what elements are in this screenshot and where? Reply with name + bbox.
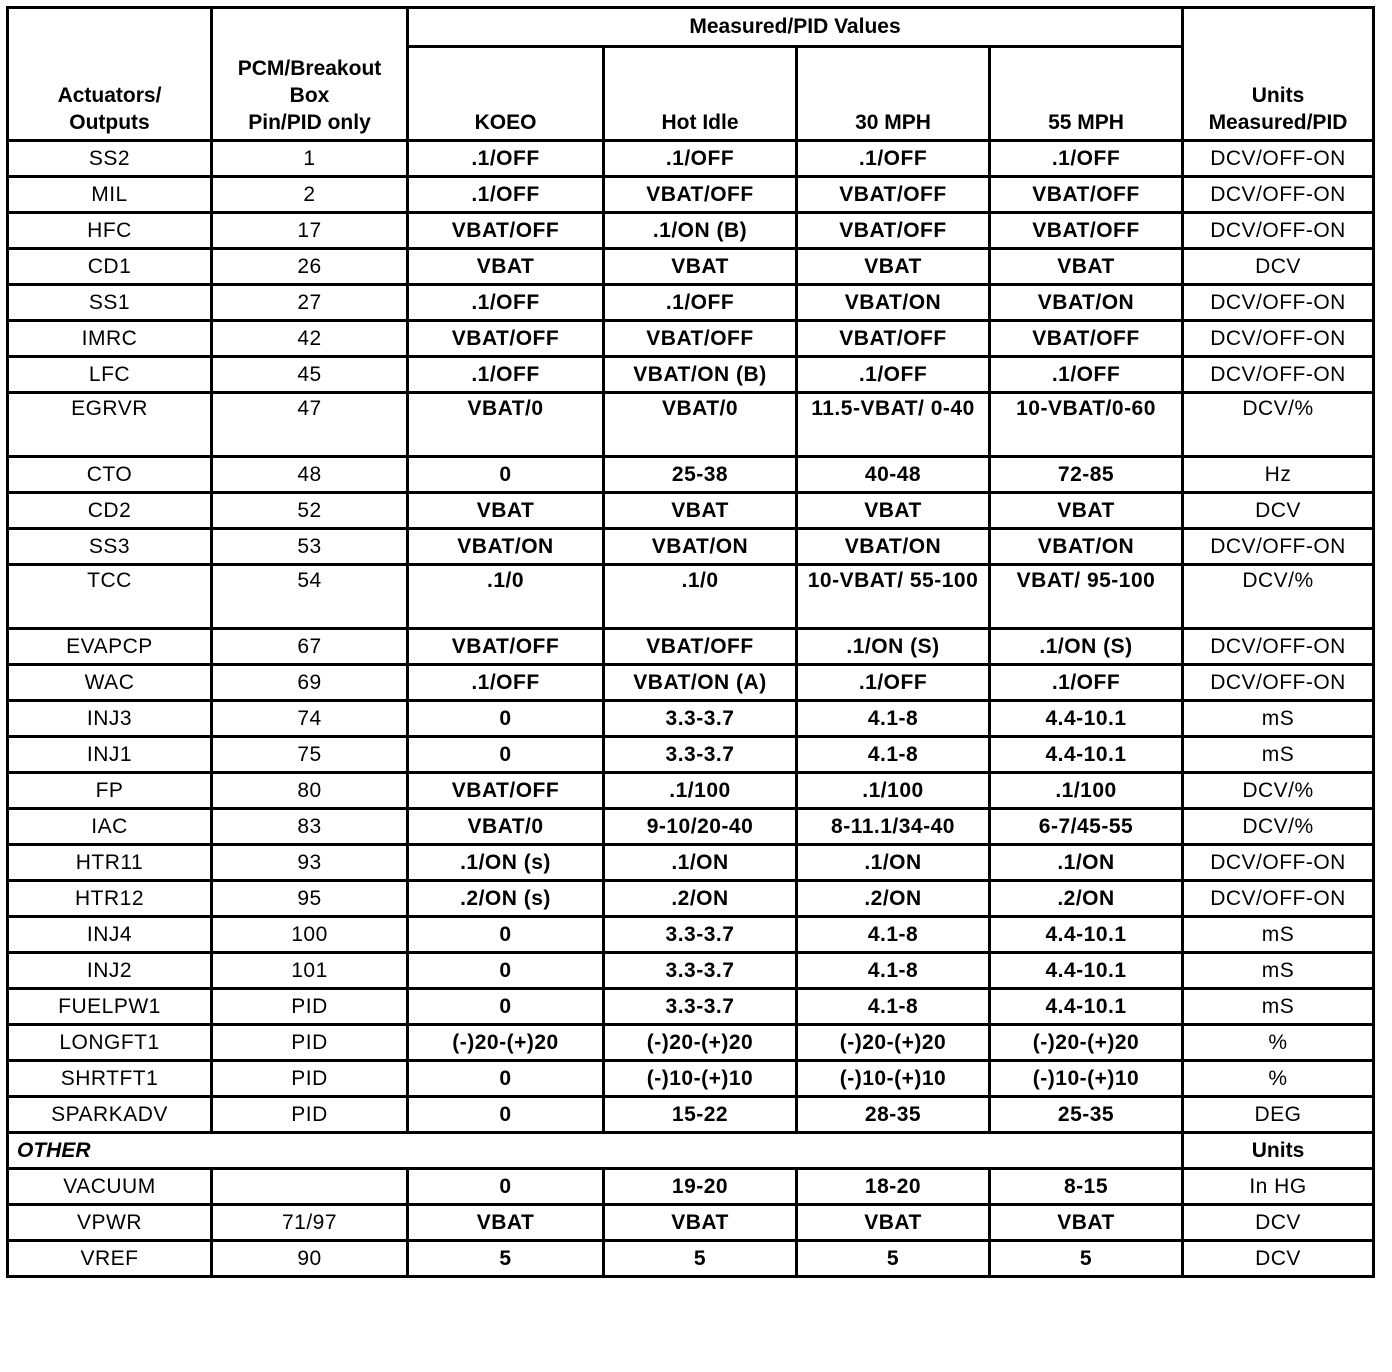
cell-units: DCV/OFF-ON <box>1183 529 1374 565</box>
cell-30mph: 4.1-8 <box>797 989 990 1025</box>
cell-koeo: 0 <box>408 1169 604 1205</box>
cell-30mph: 11.5-VBAT/ 0-40 <box>797 393 990 457</box>
cell-55mph: VBAT/OFF <box>990 213 1183 249</box>
header-units-line2: Measured/PID <box>1208 111 1348 134</box>
cell-hot-idle: VBAT <box>604 493 797 529</box>
cell-actuator: HFC <box>8 213 212 249</box>
table-row <box>8 529 1374 565</box>
other-label: OTHER <box>8 1133 1183 1169</box>
cell-hot-idle: VBAT/OFF <box>604 321 797 357</box>
cell-units: DCV/% <box>1183 565 1374 629</box>
cell-actuator: FUELPW1 <box>8 989 212 1025</box>
cell-pin: 101 <box>212 953 408 989</box>
cell-units: DCV/OFF-ON <box>1183 321 1374 357</box>
cell-actuator: FP <box>8 773 212 809</box>
cell-koeo: VBAT/0 <box>408 809 604 845</box>
cell-actuator: CD2 <box>8 493 212 529</box>
cell-units: DCV/OFF-ON <box>1183 213 1374 249</box>
table-row <box>8 1061 1374 1097</box>
cell-pin: 53 <box>212 529 408 565</box>
cell-hot-idle: 3.3-3.7 <box>604 989 797 1025</box>
cell-units: DCV/% <box>1183 809 1374 845</box>
cell-hot-idle: 25-38 <box>604 457 797 493</box>
cell-55mph: (-)20-(+)20 <box>990 1025 1183 1061</box>
cell-koeo: 0 <box>408 953 604 989</box>
cell-koeo: 5 <box>408 1241 604 1277</box>
cell-koeo: 0 <box>408 1061 604 1097</box>
cell-actuator: HTR11 <box>8 845 212 881</box>
cell-55mph: 4.4-10.1 <box>990 917 1183 953</box>
table-row <box>8 665 1374 701</box>
cell-30mph: (-)10-(+)10 <box>797 1061 990 1097</box>
cell-koeo: .1/OFF <box>408 665 604 701</box>
cell-55mph: 10-VBAT/0-60 <box>990 393 1183 457</box>
cell-55mph: VBAT/OFF <box>990 177 1183 213</box>
cell-koeo: VBAT <box>408 1205 604 1241</box>
cell-55mph: VBAT/OFF <box>990 321 1183 357</box>
cell-30mph: VBAT <box>797 493 990 529</box>
cell-hot-idle: .1/ON <box>604 845 797 881</box>
cell-55mph: .2/ON <box>990 881 1183 917</box>
header-pcm-breakout <box>212 8 408 141</box>
cell-actuator: TCC <box>8 565 212 629</box>
cell-koeo: 0 <box>408 737 604 773</box>
cell-55mph: 6-7/45-55 <box>990 809 1183 845</box>
table-row <box>8 701 1374 737</box>
cell-55mph: VBAT <box>990 1205 1183 1241</box>
cell-30mph: VBAT/OFF <box>797 321 990 357</box>
table-row <box>8 1097 1374 1133</box>
cell-pin: 42 <box>212 321 408 357</box>
header-actuators-line1: Actuators/ <box>57 84 162 107</box>
table-row <box>8 177 1374 213</box>
cell-30mph: .2/ON <box>797 881 990 917</box>
cell-units: DCV/OFF-ON <box>1183 177 1374 213</box>
table-row <box>8 493 1374 529</box>
table-body <box>8 141 1374 1133</box>
cell-pin: 93 <box>212 845 408 881</box>
cell-pin: 69 <box>212 665 408 701</box>
cell-pin: PID <box>212 1025 408 1061</box>
cell-koeo: VBAT/OFF <box>408 773 604 809</box>
cell-koeo: .1/OFF <box>408 141 604 177</box>
cell-actuator: VPWR <box>8 1205 212 1241</box>
cell-hot-idle: VBAT/ON <box>604 529 797 565</box>
table-row <box>8 321 1374 357</box>
cell-55mph: VBAT/ON <box>990 285 1183 321</box>
cell-pin: 95 <box>212 881 408 917</box>
cell-55mph: VBAT <box>990 493 1183 529</box>
table-row <box>8 285 1374 321</box>
cell-55mph: .1/OFF <box>990 665 1183 701</box>
cell-actuator: SS1 <box>8 285 212 321</box>
cell-hot-idle: 3.3-3.7 <box>604 701 797 737</box>
cell-units: DCV/OFF-ON <box>1183 665 1374 701</box>
cell-pin: 54 <box>212 565 408 629</box>
cell-pin: 74 <box>212 701 408 737</box>
cell-actuator: LFC <box>8 357 212 393</box>
cell-30mph: 4.1-8 <box>797 953 990 989</box>
other-units-label: Units <box>1183 1133 1374 1169</box>
cell-pin: 48 <box>212 457 408 493</box>
cell-30mph: VBAT/ON <box>797 529 990 565</box>
cell-55mph: 4.4-10.1 <box>990 701 1183 737</box>
other-header-row <box>8 1133 1374 1169</box>
header-55mph: 55 MPH <box>990 47 1183 141</box>
cell-30mph: .1/100 <box>797 773 990 809</box>
cell-koeo: VBAT/OFF <box>408 213 604 249</box>
cell-hot-idle: .1/100 <box>604 773 797 809</box>
cell-55mph: .1/ON (S) <box>990 629 1183 665</box>
cell-30mph: 18-20 <box>797 1169 990 1205</box>
cell-units: mS <box>1183 737 1374 773</box>
cell-pin: 27 <box>212 285 408 321</box>
cell-hot-idle: 3.3-3.7 <box>604 737 797 773</box>
cell-actuator: EGRVR <box>8 393 212 457</box>
cell-units: DCV/OFF-ON <box>1183 881 1374 917</box>
cell-hot-idle: VBAT <box>604 1205 797 1241</box>
header-koeo: KOEO <box>408 47 604 141</box>
cell-hot-idle: VBAT/OFF <box>604 629 797 665</box>
cell-koeo: 0 <box>408 457 604 493</box>
cell-30mph: 4.1-8 <box>797 917 990 953</box>
cell-30mph: 4.1-8 <box>797 701 990 737</box>
cell-actuator: SS3 <box>8 529 212 565</box>
header-actuators-outputs <box>8 8 212 141</box>
cell-30mph: 5 <box>797 1241 990 1277</box>
pid-values-table <box>6 6 1375 1278</box>
cell-koeo: VBAT/0 <box>408 393 604 457</box>
cell-koeo: VBAT <box>408 493 604 529</box>
header-pcm-line2: Box <box>289 84 330 107</box>
cell-actuator: VACUUM <box>8 1169 212 1205</box>
cell-pin: 17 <box>212 213 408 249</box>
cell-koeo: .1/OFF <box>408 357 604 393</box>
cell-koeo: .1/0 <box>408 565 604 629</box>
cell-units: mS <box>1183 917 1374 953</box>
cell-units: DCV <box>1183 249 1374 285</box>
header-measured-pid-values: Measured/PID Values <box>408 8 1183 47</box>
cell-30mph: 4.1-8 <box>797 737 990 773</box>
cell-units: DCV/OFF-ON <box>1183 357 1374 393</box>
cell-pin: 80 <box>212 773 408 809</box>
cell-55mph: 5 <box>990 1241 1183 1277</box>
cell-30mph: .1/OFF <box>797 357 990 393</box>
cell-actuator: CTO <box>8 457 212 493</box>
cell-hot-idle: 5 <box>604 1241 797 1277</box>
cell-hot-idle: VBAT/OFF <box>604 177 797 213</box>
cell-30mph: 28-35 <box>797 1097 990 1133</box>
table-row <box>8 809 1374 845</box>
cell-units: DCV <box>1183 1205 1374 1241</box>
cell-actuator: EVAPCP <box>8 629 212 665</box>
cell-actuator: LONGFT1 <box>8 1025 212 1061</box>
cell-hot-idle: 15-22 <box>604 1097 797 1133</box>
cell-pin: 1 <box>212 141 408 177</box>
table-row <box>8 1169 1374 1205</box>
cell-actuator: VREF <box>8 1241 212 1277</box>
cell-pin: 52 <box>212 493 408 529</box>
cell-30mph: 8-11.1/34-40 <box>797 809 990 845</box>
cell-pin: 100 <box>212 917 408 953</box>
cell-hot-idle: 3.3-3.7 <box>604 917 797 953</box>
cell-30mph: VBAT/OFF <box>797 213 990 249</box>
cell-units: DCV/% <box>1183 393 1374 457</box>
cell-koeo: .1/OFF <box>408 177 604 213</box>
cell-units: DCV/OFF-ON <box>1183 629 1374 665</box>
cell-55mph: 8-15 <box>990 1169 1183 1205</box>
cell-hot-idle: VBAT/ON (A) <box>604 665 797 701</box>
cell-30mph: .1/ON <box>797 845 990 881</box>
cell-units: mS <box>1183 953 1374 989</box>
cell-actuator: IMRC <box>8 321 212 357</box>
cell-actuator: WAC <box>8 665 212 701</box>
cell-actuator: HTR12 <box>8 881 212 917</box>
cell-hot-idle: .2/ON <box>604 881 797 917</box>
table-row <box>8 953 1374 989</box>
cell-pin: PID <box>212 989 408 1025</box>
table-row <box>8 773 1374 809</box>
table-row <box>8 213 1374 249</box>
table-row <box>8 1241 1374 1277</box>
cell-hot-idle: VBAT <box>604 249 797 285</box>
cell-55mph: .1/OFF <box>990 357 1183 393</box>
cell-55mph: 4.4-10.1 <box>990 737 1183 773</box>
cell-hot-idle: VBAT/ON (B) <box>604 357 797 393</box>
cell-units: DEG <box>1183 1097 1374 1133</box>
cell-pin: 83 <box>212 809 408 845</box>
table-row <box>8 917 1374 953</box>
cell-koeo: 0 <box>408 701 604 737</box>
cell-30mph: VBAT <box>797 249 990 285</box>
cell-koeo: VBAT/OFF <box>408 629 604 665</box>
cell-pin: PID <box>212 1061 408 1097</box>
cell-55mph: 25-35 <box>990 1097 1183 1133</box>
table-row <box>8 457 1374 493</box>
cell-30mph: 40-48 <box>797 457 990 493</box>
table-row <box>8 141 1374 177</box>
table-row <box>8 845 1374 881</box>
table-row <box>8 357 1374 393</box>
cell-koeo: VBAT/ON <box>408 529 604 565</box>
cell-pin: 75 <box>212 737 408 773</box>
cell-pin: 45 <box>212 357 408 393</box>
cell-pin <box>212 1169 408 1205</box>
table-row <box>8 565 1374 629</box>
cell-units: DCV <box>1183 493 1374 529</box>
table-row <box>8 881 1374 917</box>
pid-values-table-container <box>6 6 1375 1278</box>
cell-koeo: 0 <box>408 917 604 953</box>
cell-30mph: .1/OFF <box>797 665 990 701</box>
header-hot-idle: Hot Idle <box>604 47 797 141</box>
cell-55mph: 72-85 <box>990 457 1183 493</box>
cell-hot-idle: (-)10-(+)10 <box>604 1061 797 1097</box>
cell-units: DCV/OFF-ON <box>1183 141 1374 177</box>
cell-koeo: 0 <box>408 1097 604 1133</box>
header-actuators-line2: Outputs <box>69 111 150 134</box>
header-pcm-line1: PCM/Breakout <box>237 57 382 80</box>
cell-actuator: INJ1 <box>8 737 212 773</box>
cell-hot-idle: .1/OFF <box>604 285 797 321</box>
cell-units: In HG <box>1183 1169 1374 1205</box>
cell-hot-idle: .1/ON (B) <box>604 213 797 249</box>
table-row <box>8 1205 1374 1241</box>
table-row <box>8 629 1374 665</box>
cell-hot-idle: VBAT/0 <box>604 393 797 457</box>
cell-hot-idle: 3.3-3.7 <box>604 953 797 989</box>
cell-hot-idle: .1/OFF <box>604 141 797 177</box>
cell-actuator: IAC <box>8 809 212 845</box>
table-row <box>8 989 1374 1025</box>
cell-koeo: VBAT/OFF <box>408 321 604 357</box>
cell-pin: 2 <box>212 177 408 213</box>
cell-units: DCV/% <box>1183 773 1374 809</box>
cell-hot-idle: 19-20 <box>604 1169 797 1205</box>
cell-actuator: MIL <box>8 177 212 213</box>
cell-units: Hz <box>1183 457 1374 493</box>
cell-actuator: SPARKADV <box>8 1097 212 1133</box>
table-row <box>8 393 1374 457</box>
cell-units: DCV/OFF-ON <box>1183 285 1374 321</box>
cell-koeo: .2/ON (s) <box>408 881 604 917</box>
cell-koeo: (-)20-(+)20 <box>408 1025 604 1061</box>
cell-units: DCV/OFF-ON <box>1183 845 1374 881</box>
cell-units: mS <box>1183 989 1374 1025</box>
cell-hot-idle: .1/0 <box>604 565 797 629</box>
cell-actuator: SS2 <box>8 141 212 177</box>
cell-units: % <box>1183 1025 1374 1061</box>
cell-actuator: CD1 <box>8 249 212 285</box>
cell-55mph: VBAT <box>990 249 1183 285</box>
cell-hot-idle: (-)20-(+)20 <box>604 1025 797 1061</box>
cell-pin: PID <box>212 1097 408 1133</box>
cell-actuator: INJ4 <box>8 917 212 953</box>
cell-actuator: SHRTFT1 <box>8 1061 212 1097</box>
cell-55mph: VBAT/ 95-100 <box>990 565 1183 629</box>
cell-30mph: .1/OFF <box>797 141 990 177</box>
cell-55mph: .1/OFF <box>990 141 1183 177</box>
cell-units: DCV <box>1183 1241 1374 1277</box>
cell-30mph: .1/ON (S) <box>797 629 990 665</box>
table-row <box>8 737 1374 773</box>
cell-55mph: 4.4-10.1 <box>990 989 1183 1025</box>
cell-55mph: 4.4-10.1 <box>990 953 1183 989</box>
cell-units: % <box>1183 1061 1374 1097</box>
cell-pin: 71/97 <box>212 1205 408 1241</box>
table-header <box>8 8 1374 141</box>
cell-units: mS <box>1183 701 1374 737</box>
cell-55mph: .1/ON <box>990 845 1183 881</box>
other-body <box>8 1169 1374 1277</box>
cell-koeo: .1/OFF <box>408 285 604 321</box>
cell-30mph: (-)20-(+)20 <box>797 1025 990 1061</box>
table-row <box>8 1025 1374 1061</box>
cell-koeo: 0 <box>408 989 604 1025</box>
header-units-line1: Units <box>1251 84 1305 107</box>
cell-koeo: VBAT <box>408 249 604 285</box>
cell-55mph: (-)10-(+)10 <box>990 1061 1183 1097</box>
cell-actuator: INJ2 <box>8 953 212 989</box>
cell-pin: 26 <box>212 249 408 285</box>
table-row <box>8 249 1374 285</box>
cell-pin: 90 <box>212 1241 408 1277</box>
other-section <box>8 1133 1374 1169</box>
header-pcm-line3: Pin/PID only <box>248 111 371 134</box>
cell-pin: 67 <box>212 629 408 665</box>
cell-30mph: VBAT/ON <box>797 285 990 321</box>
header-30mph: 30 MPH <box>797 47 990 141</box>
cell-pin: 47 <box>212 393 408 457</box>
cell-30mph: VBAT <box>797 1205 990 1241</box>
cell-actuator: INJ3 <box>8 701 212 737</box>
cell-hot-idle: 9-10/20-40 <box>604 809 797 845</box>
header-units <box>1183 8 1374 141</box>
cell-55mph: .1/100 <box>990 773 1183 809</box>
cell-30mph: 10-VBAT/ 55-100 <box>797 565 990 629</box>
cell-koeo: .1/ON (s) <box>408 845 604 881</box>
cell-30mph: VBAT/OFF <box>797 177 990 213</box>
cell-55mph: VBAT/ON <box>990 529 1183 565</box>
